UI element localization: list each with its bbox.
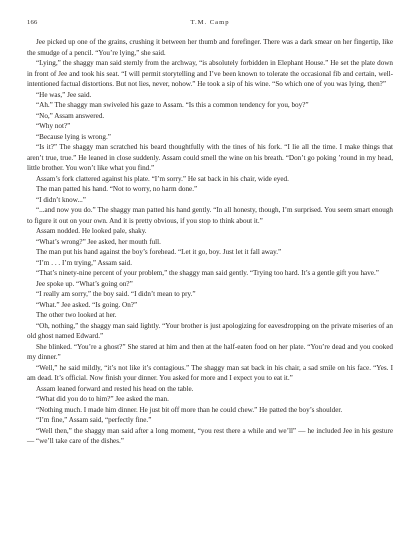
paragraph: “Nothing much. I made him dinner. He just bit off more than he could chew.” He patted the boy’s shoulder. [36,405,343,414]
paragraph: “Lying,” the shaggy man said sternly from the archway, “is absolutely forbidden in Elephant House.” He set the plate down in front of Jee and took his seat. “I will permit storytelling and I’ve been known to tolerate the occasional fib and certain, well-intentioned factual distortions. But not lies, never, nohow.” He took a sip of his wine. “So which one of you was lying, then?” [27,59,393,88]
page-header [27,19,393,31]
paragraph: She blinked. “You’re a ghost?” She stared at him and then at the half-eaten food on her plate. “You’re dead and you cooked my dinner.” [27,342,393,361]
paragraph: “Oh, nothing,” the shaggy man said lightly. “Your brother is just apologizing for eavesdropping on the private miseries of an old ghost named Edward.” [27,321,393,340]
paragraph: “Is it?” The shaggy man scratched his beard thoughtfully with the tines of his fork. “I lie all the time. I make things that aren’t true, true.” He leaned in close suddenly. Assam could smell the wine on his breath. “Don’t go poking ’round in my head, little brother. You won’t like what you find.” [27,143,393,172]
paragraph: “I’m . . . I’m trying,” Assam said. [36,258,132,267]
paragraph: “He was,” Jee said. [36,90,92,99]
paragraph: “Why not?” [36,122,71,130]
paragraph: The other two looked at her. [36,311,117,319]
paragraph: “Because lying is wrong.” [36,132,111,141]
paragraph: The man put his hand against the boy’s forehead. “Let it go, boy. Just let it fall away.” [36,248,282,256]
paragraph: “I really am sorry,” the boy said. “I didn’t mean to pry.” [36,290,196,298]
paragraph: “What did you do to him?” Jee asked the man. [36,395,169,403]
paragraph: Assam nodded. He looked pale, shaky. [36,227,147,235]
paragraph: Assam leaned forward and rested his head on the table. [36,384,194,393]
paragraph: “I didn’t know...” [36,195,86,204]
body-text [27,37,393,447]
running-head: T.M. Camp [190,19,230,26]
paragraph: “Well,” he said mildly, “it’s not like it’s contagious.” The shaggy man sat back in his chair, a sad smile on his face. “Yes. I am dead. It’s official. Now finish your dinner. You asked for more and I expect you to eat it.” [27,363,393,382]
paragraph: “What.” Jee asked. “Is going. On?” [36,300,138,309]
paragraph: “Well then,” the shaggy man said after a long moment, “you rest there a while and we’ll” — he included Jee in his gesture — “we’ll take care of the dishes.” [27,426,393,445]
paragraph: Assam’s fork clattered against his plate. “I’m sorry.” He sat back in his chair, wide eyed. [36,174,289,183]
paragraph: “...and now you do.” The shaggy man patted his hand gently. “In all honesty, though, I’m surprised. You seem smart enough to figure it out on your own. And it is pretty obvious, if you stop to think about it.” [27,206,393,225]
paragraph: “I’m fine,” Assam said, “perfectly fine.” [36,416,152,424]
paragraph: “What’s wrong?” Jee asked, her mouth full. [36,237,161,246]
paragraph: “No,” Assam answered. [36,111,105,120]
page-number: 166 [27,19,38,26]
paragraph: The man patted his hand. “Not to worry, no harm done.” [36,185,198,193]
paragraph: “That’s ninety-nine percent of your problem,” the shaggy man said gently. “Trying too hard. It’s a gentle gift you have.” [36,269,379,277]
paragraph: Jee picked up one of the grains, crushing it between her thumb and forefinger. There was a dark smear on her fingertip, like the smudge of a pencil. “You’re lying,” she said. [27,38,393,57]
paragraph: Jee spoke up. “What’s going on?” [36,279,133,288]
paragraph: “Ah.” The shaggy man swiveled his gaze to Assam. “Is this a common tendency for you, boy?” [36,101,309,109]
